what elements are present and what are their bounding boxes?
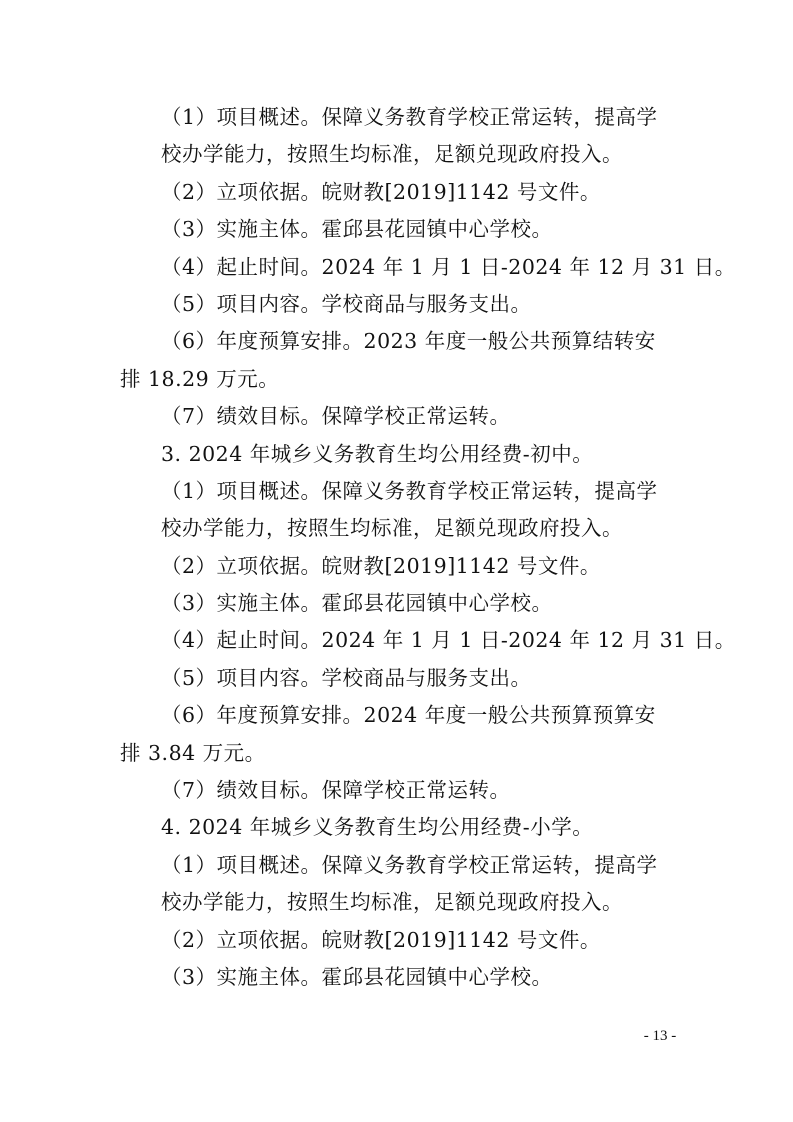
section-heading: 3. 2024 年城乡义务教育生均公用经费-初中。 [161, 441, 594, 466]
text-line: （2）立项依据。皖财教[2019]1142 号文件。 [161, 927, 601, 952]
text-line: （5）项目内容。学校商品与服务支出。 [161, 291, 532, 316]
text-line: （7）绩效目标。保障学校正常运转。 [161, 778, 511, 803]
text-line: （4）起止时间。2024 年 1 月 1 日-2024 年 12 月 31 日。 [161, 628, 736, 653]
text-line: （7）绩效目标。保障学校正常运转。 [161, 404, 511, 429]
text-line: （3）实施主体。霍邱县花园镇中心学校。 [161, 591, 553, 616]
text-line: （1）项目概述。保障义务教育学校正常运转，提高学 [161, 478, 658, 503]
text-line: （1）项目概述。保障义务教育学校正常运转，提高学 [161, 105, 658, 129]
page-number: - 13 - [643, 1028, 677, 1044]
text-line: 校办学能力，按照生均标准，足额兑现政府投入。 [161, 890, 623, 915]
document-body [120, 99, 736, 996]
text-line: （6）年度预算安排。2024 年度一般公共预算预算安 [161, 703, 656, 728]
text-line: 排 3.84 万元。 [120, 740, 266, 765]
text-line: （2）立项依据。皖财教[2019]1142 号文件。 [161, 553, 601, 578]
text-line: （5）项目内容。学校商品与服务支出。 [161, 665, 532, 690]
text-line: （3）实施主体。霍邱县花园镇中心学校。 [161, 217, 553, 242]
text-line: （3）实施主体。霍邱县花园镇中心学校。 [161, 964, 553, 989]
section-heading: 4. 2024 年城乡义务教育生均公用经费-小学。 [161, 815, 594, 840]
text-line: （2）立项依据。皖财教[2019]1142 号文件。 [161, 179, 601, 204]
text-line: 校办学能力，按照生均标准，足额兑现政府投入。 [161, 142, 623, 167]
text-line: （6）年度预算安排。2023 年度一般公共预算结转安 [161, 329, 656, 354]
text-line: 排 18.29 万元。 [120, 366, 280, 391]
text-line: （4）起止时间。2024 年 1 月 1 日-2024 年 12 月 31 日。 [161, 254, 736, 279]
text-line: （1）项目概述。保障义务教育学校正常运转，提高学 [161, 852, 658, 877]
text-line: 校办学能力，按照生均标准，足额兑现政府投入。 [161, 516, 623, 541]
